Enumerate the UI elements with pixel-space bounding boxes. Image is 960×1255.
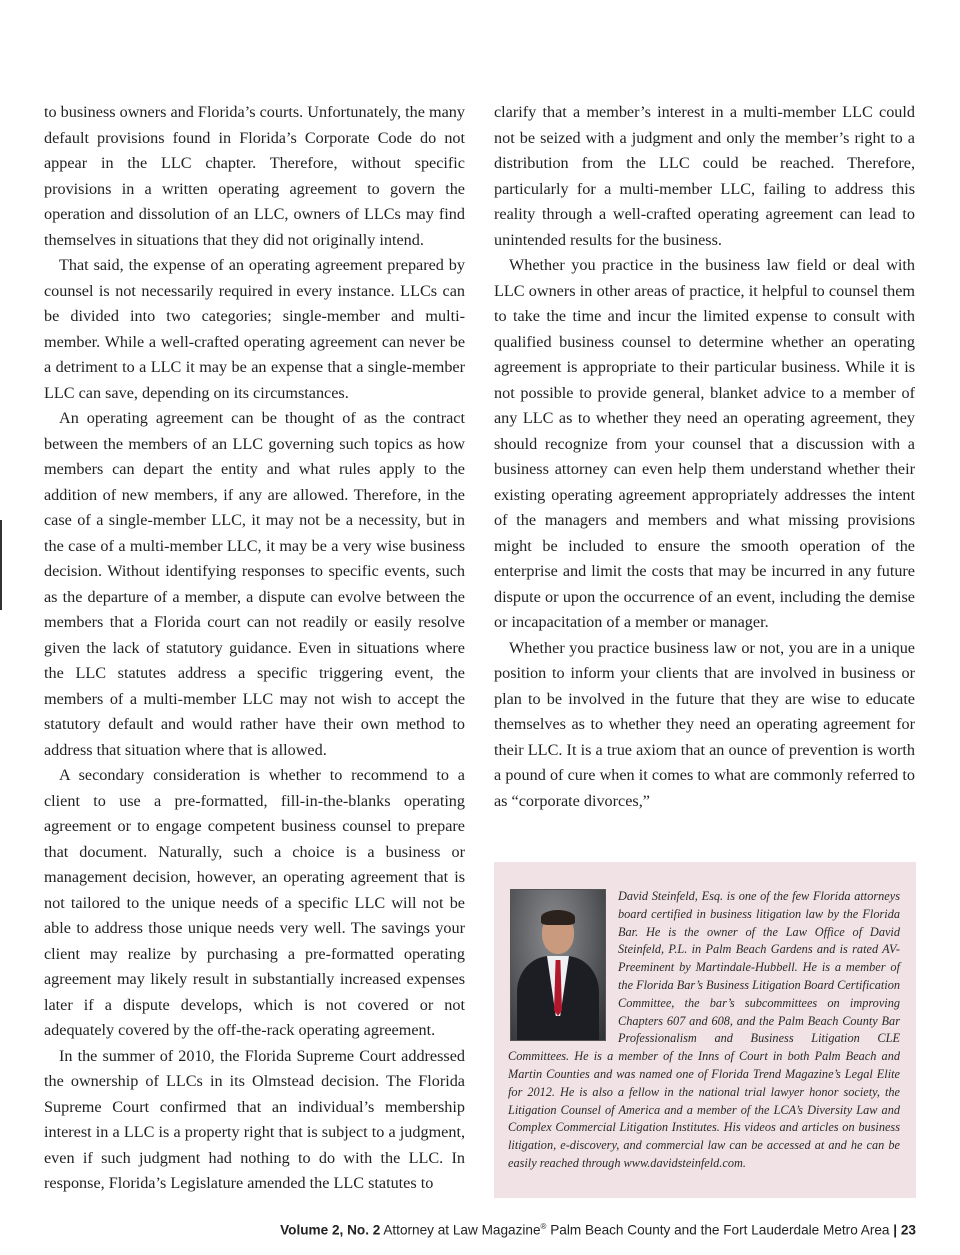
author-bio-text: David Steinfeld, Esq. is one of the few Florida attorneys board certified in business litigation law by the Florida Bar. He is the owner of the Law Office of David Steinfeld, P.L. in Palm Beach Gardens and is rated AV-Preeminent by Martindale-Hubbell. He is a member of the Florida Bar’s Business Litigation Board Certification Committee, the bar’s subcommittees on improving Chapters 607 and 608, and the Palm Beach County Bar Professionalism and Business Litigation CLE Committees. He is a member of the Inns of Court in both Palm Beach and Martin Counties and was named one of Florida Trend Magazine’s Legal Elite for 2012. He is also a fellow in the national trial lawyer honor society, the Litigation Counsel of America and a member of the LCA’s Diversity Law and Complex Commercial Litigation Institutes. His videos and articles on business litigation, e-discovery, and commercial law can be accessed at and he can be easily reached through www.davidsteinfeld.com. [508, 889, 900, 1170]
footer-volume: Volume 2, No. 2 [280, 1222, 381, 1238]
paragraph: to business owners and Florida’s courts. Unfortunately, the many default provisions found in Florida’s Corporate Code do not appear in the LLC chapter. Therefore, without specific provisions in a written operating agreement to govern the operation and dissolution of an LLC, owners of LLCs may find themselves in situations that they did not originally intend. [44, 103, 465, 249]
article-column-right [494, 100, 915, 814]
page-number: 23 [900, 1222, 916, 1238]
author-bio-box [494, 862, 916, 1198]
footer-magazine: Attorney at Law Magazine [383, 1222, 541, 1238]
article-column-left [44, 100, 465, 1197]
footer-region: Palm Beach County and the Fort Lauderdale Metro Area [550, 1222, 890, 1238]
paragraph: An operating agreement can be thought of as the contract between the members of an LLC governing such topics as how members can depart the entity and what rules apply to the addition of new members, if any are allowed. Therefore, in the case of a single-member LLC, it may not be a necessity, but in the case of a multi-member LLC, it may be a very wise business decision. Without identifying responses to specific events, such as the departure of a member, a dispute can evolve between the members that a Florida court can not readily or easily resolve given the lack of statutory guidance. Even in situations where the LLC statutes address a specific triggering event, the members of a multi-member LLC may not wish to accept the statutory default and would rather have their own method to address that situation where that is allowed. [44, 409, 465, 759]
author-portrait-photo [510, 889, 606, 1041]
page-edge-mark [0, 520, 2, 610]
paragraph: clarify that a member’s interest in a multi-member LLC could not be seized with a judgment and only the member’s right to a distribution from the LLC could be reached. Therefore, particularly for a multi-member LLC, failing to address this reality through a well-crafted operating agreement can lead to unintended results for the business. [494, 103, 915, 249]
footer-separator: | [893, 1222, 898, 1238]
paragraph: In the summer of 2010, the Florida Supreme Court addressed the ownership of LLCs in its Olmstead decision. The Florida Supreme Court confirmed that an individual’s membership interest in a LLC is a property right that is subject to a judgment, even if such judgment had nothing to do with the LLC. In response, Florida’s Legislature amended the LLC statutes to [44, 1046, 465, 1192]
registered-mark: ® [540, 1222, 547, 1231]
page-footer [0, 1222, 916, 1238]
paragraph: Whether you practice business law or not, you are in a unique position to inform your clients that are involved in business or plan to be involved in the future that they are wise to educate themselves as to whether they need an operating agreement for their LLC. It is a true axiom that an ounce of prevention is worth a pound of cure when it comes to what are commonly referred to as “corporate divorces,” [494, 638, 915, 810]
paragraph: A secondary consideration is whether to recommend to a client to use a pre-formatted, fill-in-the-blanks operating agreement or to engage competent business counsel to prepare that document. Naturally, such a choice is a business or management decision, however, an operating agreement that is not tailored to the unique needs of a specific LLC will not be able to address those unique needs very well. The savings your client may realize by purchasing a pre-formatted operating agreement may likely result in substantially increased expenses later if a dispute develops, which is not covered or not adequately covered by the off-the-rack operating agreement. [44, 766, 465, 1039]
paragraph: That said, the expense of an operating agreement prepared by counsel is not necessarily required in every instance. LLCs can be divided into two categories; single-member and multi-member. While a well-crafted operating agreement can never be a detriment to a LLC it may be an expense that a single-member LLC can save, depending on its circumstances. [44, 256, 465, 402]
paragraph: Whether you practice in the business law field or deal with LLC owners in other areas of practice, it helpful to counsel them to take the time and incur the limited expense to consult with qualified business counsel to determine whether an operating agreement is appropriate to their particular business. While it is not possible to provide general, blanket advice to a member of any LLC as to whether they need an operating agreement, they should recognize from your counsel that a discussion with a business attorney can even help them understand whether their existing operating agreement appropriately addresses the intent of the managers and members and what missing provisions might be included to ensure the smooth operation of the enterprise and limit the costs that may be incurred in any future dispute or upon the occurrence of an event, including the demise or incapacitation of a member or manager. [494, 256, 915, 631]
